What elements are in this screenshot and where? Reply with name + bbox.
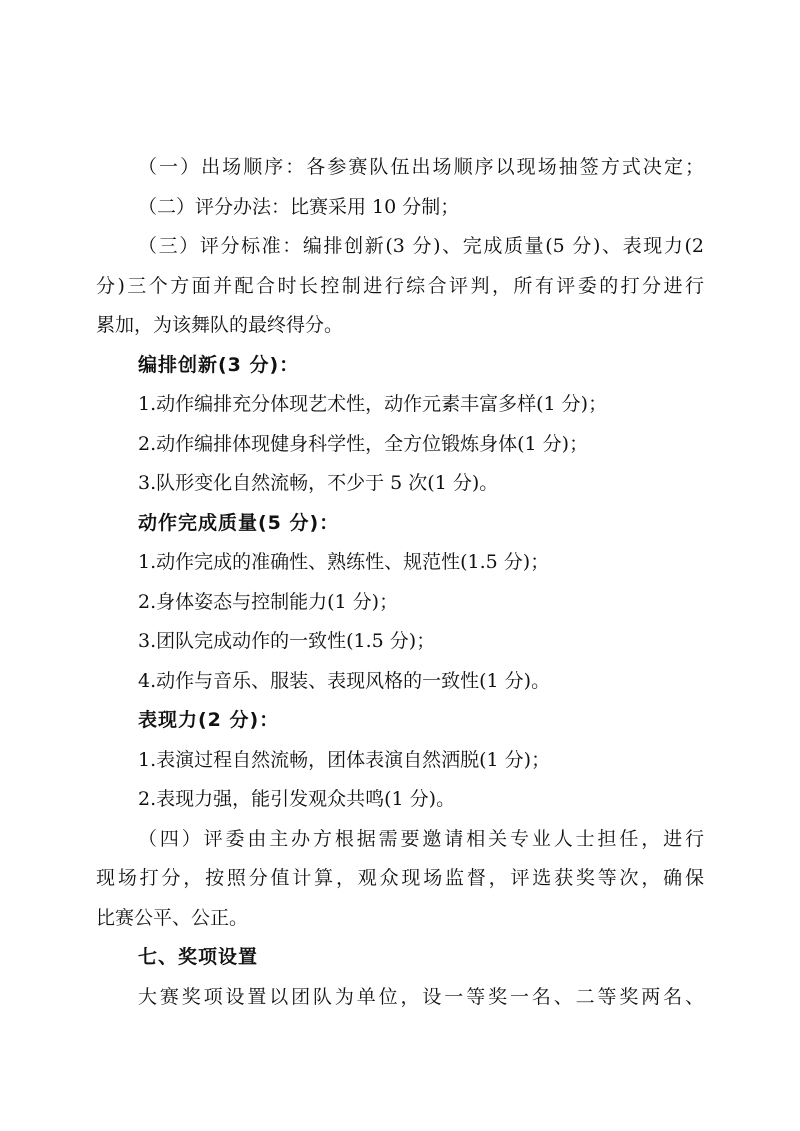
list-item-execution-3: 3.团队完成动作的一致性(1.5 分)； [138,630,436,652]
list-item-choreography-3: 3.队形变化自然流畅，不少于 5 次(1 分)。 [138,472,499,494]
list-item-execution-1: 1.动作完成的准确性、熟练性、规范性(1.5 分)； [138,551,550,573]
paragraph-scoring-standard-line-2: 分)三个方面并配合时长控制进行综合评判，所有评委的打分进行 [96,274,704,297]
paragraph-scoring-method: （二）评分办法：比赛采用 10 分制； [138,195,460,218]
list-item-choreography-1: 1.动作编排充分体现艺术性，动作元素丰富多样(1 分)； [138,393,608,415]
heading-expressiveness: 表现力(2 分)： [138,709,280,731]
paragraph-judges-line-3: 比赛公平、公正。 [96,906,249,929]
list-item-execution-4: 4.动作与音乐、服装、表现风格的一致性(1 分)。 [138,669,551,692]
heading-awards: 七、奖项设置 [138,946,259,968]
paragraph-awards-line-1: 大赛奖项设置以团队为单位，设一等奖一名、二等奖两名、 [138,985,704,1008]
list-item-expressiveness-2: 2.表现力强，能引发观众共鸣(1 分)。 [138,788,456,810]
paragraph-judges-line-1: （四）评委由主办方根据需要邀请相关专业人士担任，进行 [138,827,704,850]
list-item-choreography-2: 2.动作编排体现健身科学性，全方位锻炼身体(1 分)； [138,432,589,455]
paragraph-judges-line-2: 现场打分，按照分值计算，观众现场监督，评选获奖等次，确保 [96,867,704,889]
heading-choreography-innovation: 编排创新(3 分)： [138,353,300,376]
heading-execution-quality: 动作完成质量(5 分)： [138,511,340,534]
paragraph-scoring-standard-line-1: （三）评分标准：编排创新(3 分)、完成质量(5 分)、表现力(2 [138,235,704,257]
list-item-execution-2: 2.身体姿态与控制能力(1 分)； [138,590,399,613]
list-item-expressiveness-1: 1.表演过程自然流畅，团体表演自然洒脱(1 分)； [138,748,551,771]
paragraph-draw-order: （一）出场顺序：各参赛队伍出场顺序以现场抽签方式决定； [138,156,704,178]
paragraph-scoring-standard-line-3: 累加，为该舞队的最终得分。 [96,314,344,336]
